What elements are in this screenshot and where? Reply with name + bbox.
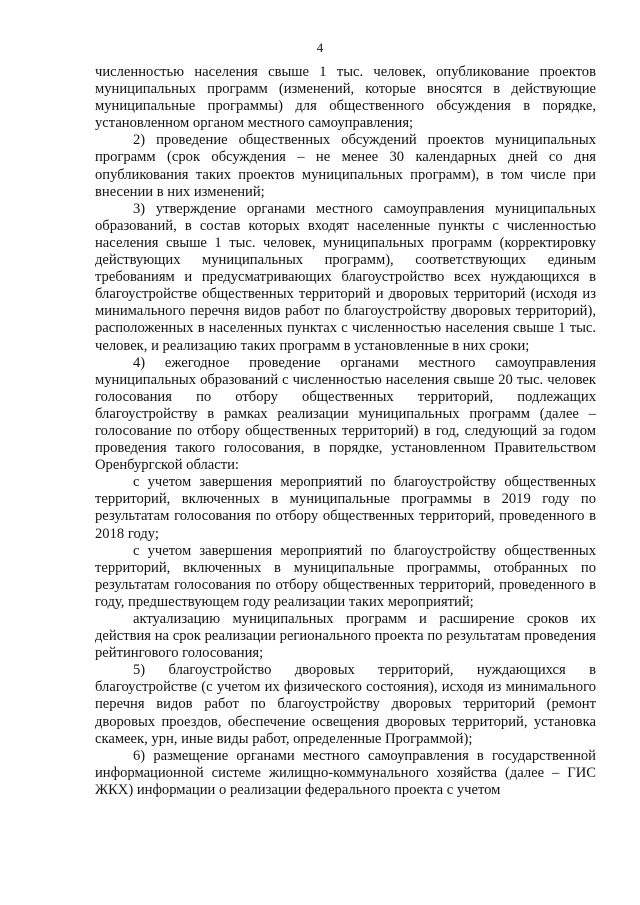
paragraph-subitem-2019: с учетом завершения мероприятий по благоустройству общественных территорий, включенных в муниципальные программы в 2019 году по результатам голосования по отбору общественных территорий, проведенного в 2018 году; (95, 474, 596, 542)
paragraph-item-2: 2) проведение общественных обсуждений проектов муниципальных программ (срок обсуждения – не менее 30 календарных дней со дня опубликования таких проектов муниципальных программ), в том числе при внесении в них изменений; (95, 132, 596, 200)
paragraph-subitem-previous-year: с учетом завершения мероприятий по благоустройству общественных территорий, включенных в муниципальные программы, отобранных по результатам голосования по отбору общественных территорий, проведенного в году, предшествующем году реализации таких мероприятий; (95, 542, 596, 610)
page-number: 4 (316, 40, 324, 55)
paragraph-item-6: 6) размещение органами местного самоуправления в государственной информационной системе жилищно-коммунального хозяйства (далее – ГИС ЖКХ) информации о реализации федерального проекта с учетом (95, 747, 596, 798)
paragraph-item-5: 5) благоустройство дворовых территорий, нуждающихся в благоустройстве (с учетом их физического состояния), исходя из минимального перечня видов работ по благоустройству дворовых территорий (ремонт дворовых проездов, обеспечение освещения дворовых территорий, установка скамеек, урн, иные виды работ, определенные Программой); (95, 662, 596, 747)
paragraph-continuation: численностью населения свыше 1 тыс. человек, опубликование проектов муниципальных программ (изменений, которые вносятся в действующие муниципальные программы) для общественного обсуждения в порядке, установленном органом местного самоуправления; (95, 64, 596, 132)
paragraph-item-4: 4) ежегодное проведение органами местного самоуправления муниципальных образований с численностью населения свыше 20 тыс. человек голосования по отбору общественных территорий, подлежащих благоустройству в рамках реализации муниципальных программ (далее – голосование по отбору общественных территорий) в год, следующий за годом проведения такого голосования, в порядке, установленном Правительством Оренбургской области: (95, 354, 596, 474)
paragraph-subitem-actualization: актуализацию муниципальных программ и расширение сроков их действия на срок реализации регионального проекта по результатам проведения рейтингового голосования; (95, 611, 596, 662)
body-text (95, 64, 596, 799)
paragraph-item-3: 3) утверждение органами местного самоуправления муниципальных образований, в состав которых входят населенные пункты с численностью населения свыше 1 тыс. человек, муниципальных программ (корректировку действующих муниципальных программ), соответствующих единым требованиям и предусматривающих благоустройство всех нуждающихся в благоустройстве общественных территорий и дворовых территорий (исходя из минимального перечня видов работ по благоустройству дворовых территорий), расположенных в населенных пунктах с численностью населения свыше 1 тыс. человек, и реализацию таких программ в установленные в них сроки; (95, 200, 596, 354)
